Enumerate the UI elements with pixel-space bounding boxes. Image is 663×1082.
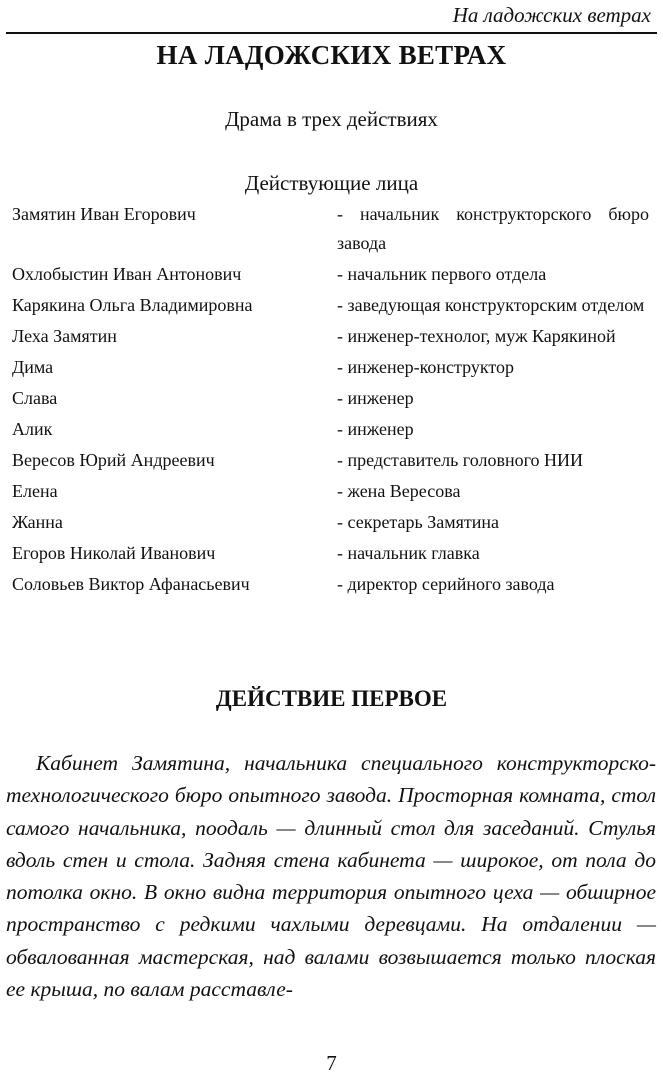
cast-row: [12, 322, 649, 351]
cast-role: - жена Вересова: [337, 481, 461, 501]
cast-row: [12, 415, 649, 444]
cast-row: [12, 446, 649, 475]
running-header: На ладожских ветрах: [452, 3, 651, 27]
cast-role: - секретарь Замятина: [337, 512, 500, 532]
cast-list: [12, 200, 649, 601]
cast-name: Охлобыстин Иван Антонович: [12, 264, 242, 284]
cast-name: Леха Замятин: [12, 326, 117, 346]
cast-role: - инженер: [337, 388, 414, 408]
play-subtitle: Драма в трех действиях: [225, 107, 438, 131]
cast-name: Жанна: [12, 512, 63, 532]
cast-row: [12, 260, 649, 289]
cast-row: [12, 539, 649, 568]
cast-row: [12, 384, 649, 413]
act-title: ДЕЙСТВИЕ ПЕРВОЕ: [215, 686, 448, 711]
cast-row: [12, 291, 649, 320]
cast-name: Вересов Юрий Андреевич: [12, 450, 215, 470]
cast-role: - начальник главка: [337, 543, 480, 563]
cast-row: [12, 477, 649, 506]
cast-name: Елена: [12, 481, 58, 501]
cast-role: - начальник первого отдела: [337, 264, 547, 284]
cast-role: - инженер-технолог, муж Карякиной: [337, 326, 616, 346]
cast-name: Слава: [12, 388, 58, 408]
cast-role: - представитель головного НИИ: [337, 450, 584, 470]
cast-role: - заведующая конструкторским отделом: [337, 295, 645, 315]
cast-role: - инженер: [337, 419, 414, 439]
cast-role: - директор серийного завода: [337, 574, 555, 594]
cast-name: Замятин Иван Егорович: [12, 204, 196, 224]
cast-name: Карякина Ольга Владимировна: [12, 295, 253, 315]
cast-role: - инженер-конструктор: [337, 357, 515, 377]
header-rule: [6, 32, 657, 34]
cast-name: Соловьев Виктор Афанасьевич: [12, 574, 250, 594]
cast-heading: Действующие лица: [244, 171, 419, 195]
play-title: НА ЛАДОЖСКИХ ВЕТРАХ: [156, 40, 507, 70]
cast-name: Егоров Николай Иванович: [12, 543, 216, 563]
cast-row: [12, 353, 649, 382]
cast-row: [12, 200, 649, 258]
cast-row: [12, 508, 649, 537]
cast-role: - начальник конструкторского бюро завода: [337, 204, 649, 253]
cast-row: [12, 570, 649, 599]
page-number: 7: [326, 1051, 337, 1075]
cast-name: Алик: [12, 419, 53, 439]
stage-direction: Кабинет Замятина, начальника специального конструкторско-технологического бюро опытного завода. Просторная комната, стол самого начальника, поодаль — длинный стол для заседаний. Стулья вдоль стен и стола. Задняя стена кабинета — широкое, от пола до потолка окно. В окно видна территория опытного цеха — обширное пространство с редкими чахлыми деревцами. На отдалении — обвалованная мастерская, над валами возвышается только плоская ее крыша, по валам расставле-: [6, 751, 656, 1002]
cast-name: Дима: [12, 357, 54, 377]
